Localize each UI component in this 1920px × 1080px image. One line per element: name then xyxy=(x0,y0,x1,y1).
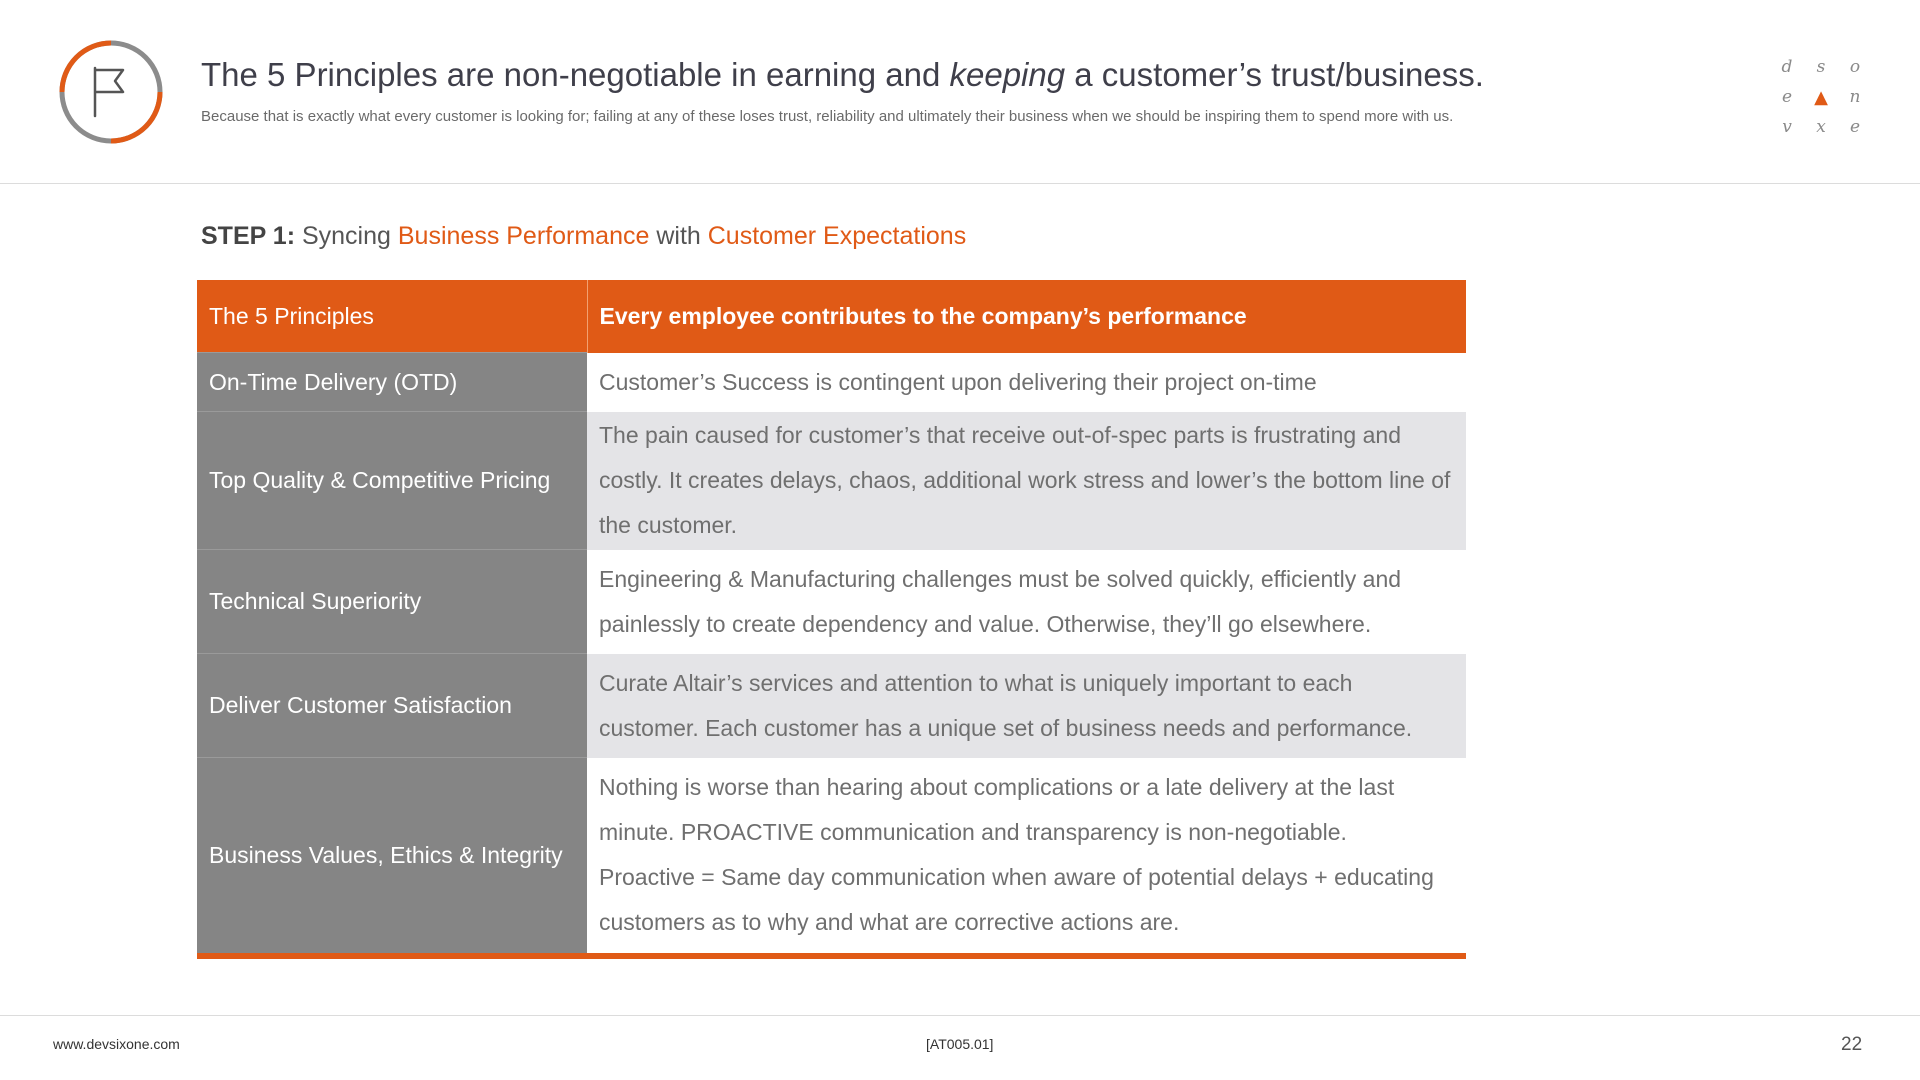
table-header-row xyxy=(197,280,1466,353)
table-row xyxy=(197,412,1466,550)
table-row xyxy=(197,654,1466,758)
principle-cell: Business Values, Ethics & Integrity xyxy=(197,758,587,956)
description-cell: Engineering & Manufacturing challenges must be solved quickly, efficiently and painlessly to create dependency and value. Otherwise, they’ll go elsewhere. xyxy=(599,565,1402,637)
principles-table xyxy=(197,280,1466,959)
business-performance-highlight: Business Performance xyxy=(397,222,650,250)
brand-letter: d xyxy=(1781,57,1793,77)
principles-column-header: The 5 Principles xyxy=(197,280,587,353)
step-label: STEP 1: xyxy=(201,222,296,250)
brand-logo xyxy=(1770,52,1870,142)
brand-letter: n xyxy=(1849,87,1861,107)
brand-letter: x xyxy=(1816,117,1826,137)
table-row xyxy=(197,353,1466,412)
header-divider xyxy=(0,183,1920,184)
brand-letter: s xyxy=(1816,57,1826,77)
page-subtitle: Because that is exactly what every customer is looking for; failing at any of these loses trust, reliability and ultimately their business when we should be inspiring them to spend more with us. xyxy=(201,108,1454,125)
principle-cell: On-Time Delivery (OTD) xyxy=(197,353,587,412)
brand-letter: e xyxy=(1849,117,1861,137)
step-heading: STEP 1: Syncing Business Performance with Customer Expectations xyxy=(201,222,967,250)
principle-cell: Technical Superiority xyxy=(197,550,587,654)
brand-letter: o xyxy=(1849,57,1861,77)
principle-cell: Top Quality & Competitive Pricing xyxy=(197,412,587,550)
table-row xyxy=(197,758,1466,956)
table-row xyxy=(197,550,1466,654)
contribution-column-header: Every employee contributes to the company’s performance xyxy=(587,280,1466,353)
footer-website: www.devsixone.com xyxy=(53,1036,180,1052)
page-title: The 5 Principles are non-negotiable in earning and keeping a customer’s trust/business. xyxy=(201,56,1484,93)
document-code: [AT005.01] xyxy=(926,1036,994,1052)
page-number: 22 xyxy=(1841,1034,1863,1055)
flag-icon xyxy=(57,38,165,146)
rocket-icon: ▲ xyxy=(1814,86,1828,108)
brand-letter: v xyxy=(1782,117,1792,137)
principle-cell: Deliver Customer Satisfaction xyxy=(197,654,587,758)
customer-expectations-highlight: Customer Expectations xyxy=(707,222,967,250)
description-cell: Customer’s Success is contingent upon delivering their project on-time xyxy=(599,368,1317,395)
brand-letter: e xyxy=(1781,87,1793,107)
description-cell: Nothing is worse than hearing about complications or a late delivery at the last minute. PROACTIVE communication and transparency is non-negotiable. Proactive = Same day communication when aware of potential delays + educating customers as to why and what are corrective actions are. xyxy=(587,758,1466,956)
footer-divider xyxy=(0,1015,1920,1016)
description-cell: The pain caused for customer’s that receive out-of-spec parts is frustrating and costly. It creates delays, chaos, additional work stress and lower’s the bottom line of the customer. xyxy=(587,412,1466,550)
description-cell: Curate Altair’s services and attention to what is uniquely important to each customer. Each customer has a unique set of business needs and performance. xyxy=(587,654,1466,758)
